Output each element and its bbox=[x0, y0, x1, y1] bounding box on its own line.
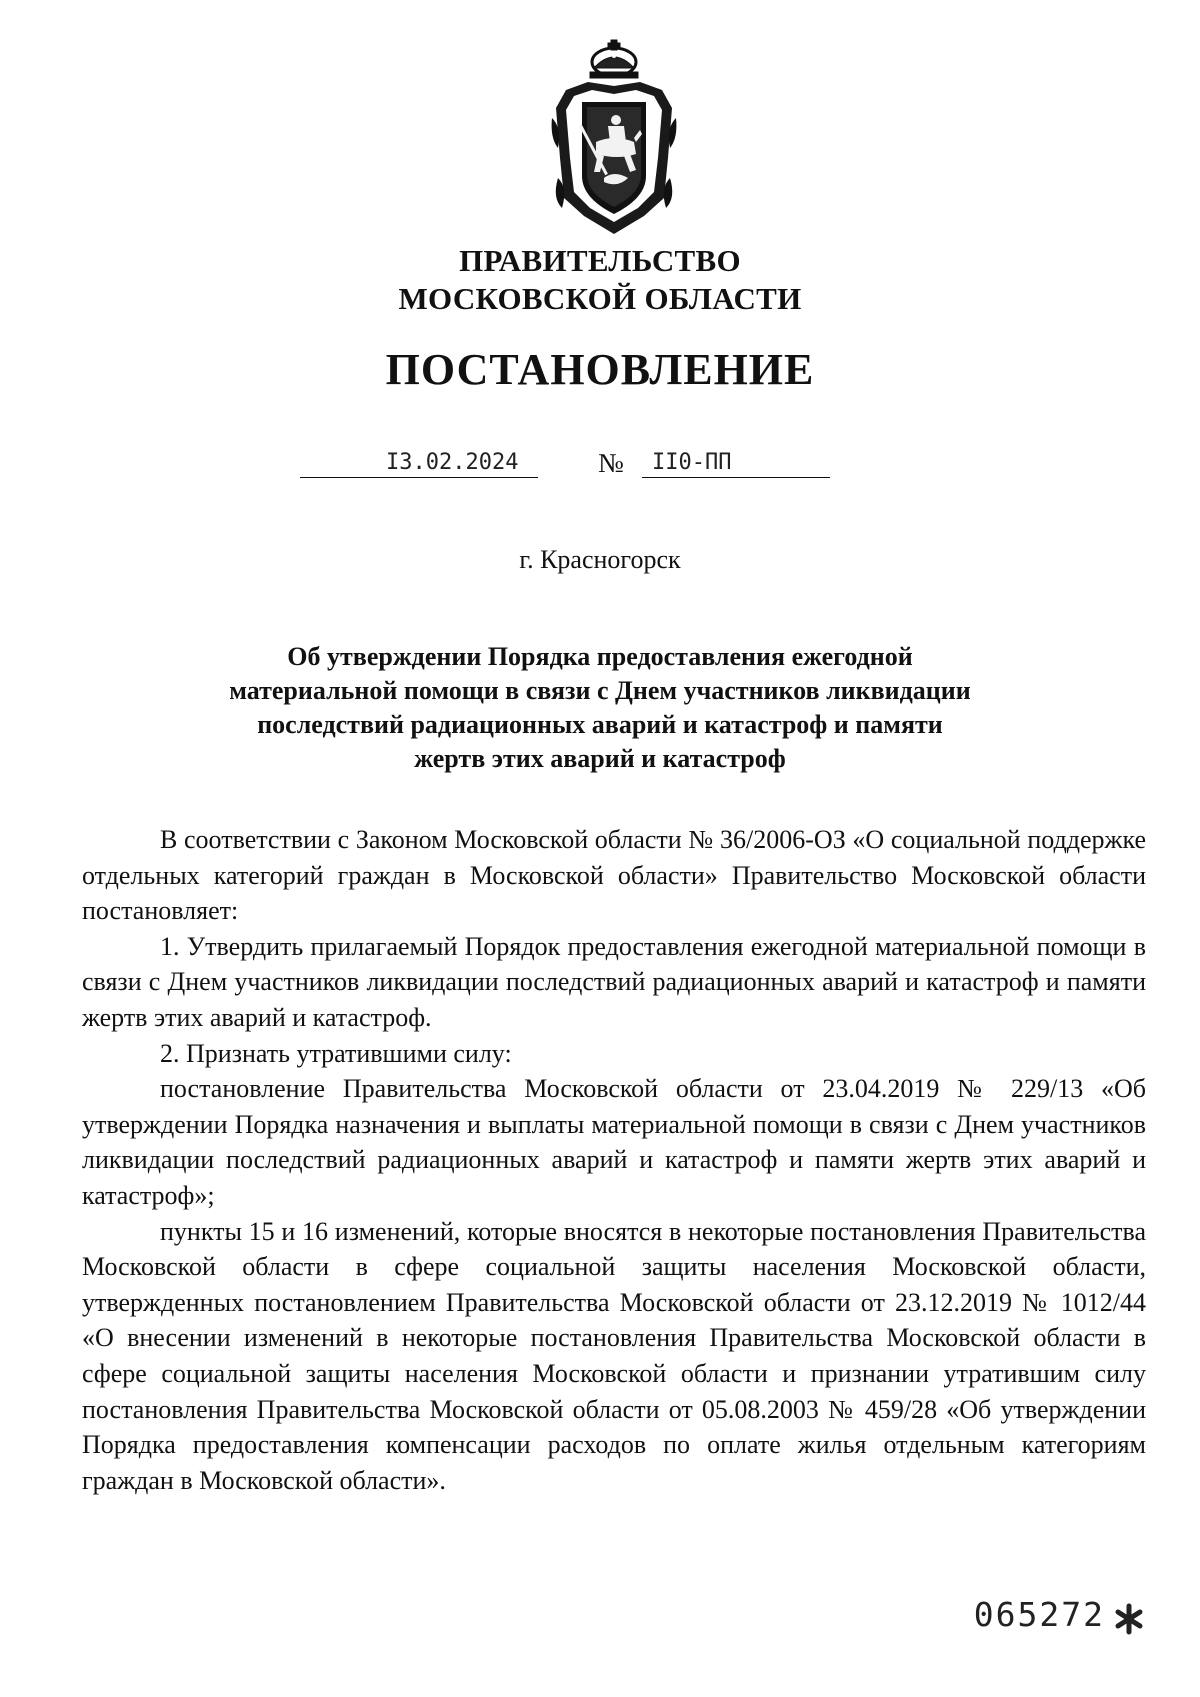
paragraph-repealed-act-1: постановление Правительства Московской области от 23.04.2019 № 229/13 «Об утверждении Порядка назначения и выплаты материальной помощи в связи с Днем участников ликвидации последствий радиационных аварий и катастроф и памяти жертв этих аварий и катастроф»; bbox=[82, 1074, 1146, 1210]
serial-number: 065272 bbox=[973, 1595, 1105, 1634]
document-title bbox=[0, 640, 1200, 776]
organization-line-2: МОСКОВСКОЙ ОБЛАСТИ bbox=[398, 281, 802, 316]
paragraph-item-2: 2. Признать утратившими силу: bbox=[160, 1038, 512, 1068]
number-underline bbox=[642, 477, 830, 478]
title-line: последствий радиационных аварий и катастроф и памяти bbox=[257, 710, 943, 739]
paragraph-preamble: В соответствии с Законом Московской области № 36/2006-ОЗ «О социальной поддержке отдельных категорий граждан в Московской области» Правительство Московской области постановляет: bbox=[82, 825, 1146, 926]
date-underline bbox=[300, 477, 538, 478]
coat-of-arms-icon bbox=[548, 38, 680, 238]
date-value: I3.02.2024 bbox=[386, 450, 519, 475]
document-type: ПОСТАНОВЛЕНИЕ bbox=[385, 345, 815, 394]
title-line: материальной помощи в связи с Днем участников ликвидации bbox=[229, 676, 971, 705]
paragraph-repealed-act-2: пункты 15 и 16 изменений, которые вносятся в некоторые постановления Правительства Московской области в сфере социальной защиты населения Московской области, утвержденных постановлением Правительства Московской области от 23.12.2019 № 1012/44 «О внесении изменений в некоторые постановления Правительства Московской области в сфере социальной защиты населения Московской области и признании утратившим силу постановления Правительства Московской области от 05.08.2003 № 459/28 «Об утверждении Порядка предоставления компенсации расходов по оплате жилья отдельным категориям граждан в Московской области». bbox=[82, 1216, 1146, 1495]
number-sign: № bbox=[598, 448, 624, 478]
title-line: Об утверждении Порядка предоставления ежегодной bbox=[287, 642, 913, 671]
document-body bbox=[82, 822, 1146, 1498]
date-field bbox=[300, 448, 538, 478]
city: г. Красногорск bbox=[519, 545, 681, 574]
organization-line-1: ПРАВИТЕЛЬСТВО bbox=[459, 243, 741, 278]
asterisk-icon bbox=[1112, 1602, 1146, 1636]
organization-name bbox=[0, 242, 1200, 318]
number-field bbox=[642, 448, 830, 478]
number-value: II0-ПП bbox=[652, 450, 732, 475]
title-line: жертв этих аварий и катастроф bbox=[414, 744, 786, 773]
paragraph-item-1: 1. Утвердить прилагаемый Порядок предоставления ежегодной материальной помощи в связи с Днем участников ликвидации последствий радиационных аварий и катастроф и памяти жертв этих аварий и катастроф. bbox=[82, 931, 1146, 1032]
